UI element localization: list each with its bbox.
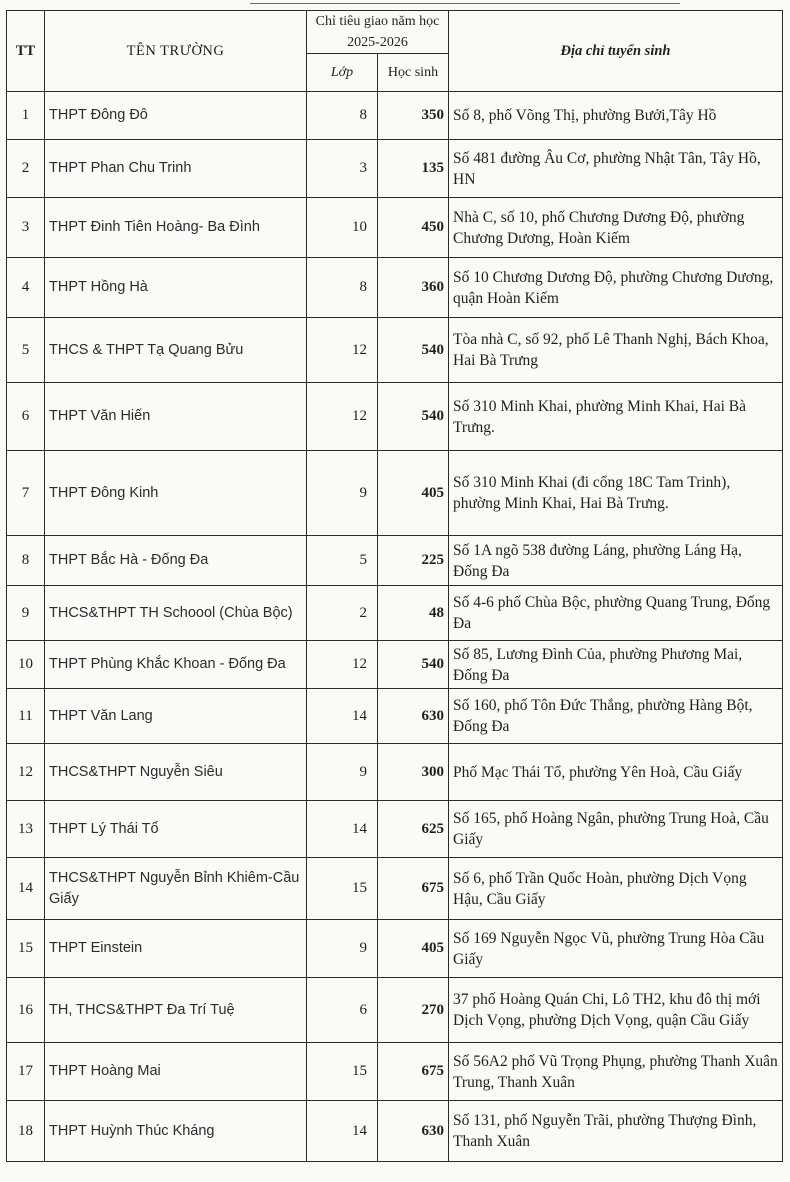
class-quota: 12 [307,318,378,383]
class-quota: 14 [307,801,378,858]
admission-address: Số 310 Minh Khai, phường Minh Khai, Hai Bà Trưng. [449,383,783,451]
row-number: 14 [7,858,45,920]
class-quota: 14 [307,689,378,744]
class-quota: 5 [307,536,378,586]
school-name: THCS&THPT Nguyễn Bỉnh Khiêm-Cầu Giấy [45,858,307,920]
school-name: THCS & THPT Tạ Quang Bửu [45,318,307,383]
row-number: 11 [7,689,45,744]
admission-address: Số 85, Lương Đình Của, phường Phương Mai, Đống Đa [449,641,783,689]
table-row [7,1101,783,1162]
header-tt: TT [7,11,45,92]
school-name: TH, THCS&THPT Đa Trí Tuệ [45,978,307,1043]
school-name: THCS&THPT TH Schoool (Chùa Bộc) [45,586,307,641]
header-school-name: TÊN TRƯỜNG [45,11,307,92]
school-name: THPT Đông Đô [45,92,307,140]
row-number: 9 [7,586,45,641]
header-classes: Lớp [307,54,378,92]
class-quota: 2 [307,586,378,641]
student-quota: 405 [378,920,449,978]
row-number: 3 [7,198,45,258]
row-number: 5 [7,318,45,383]
table-row [7,978,783,1043]
table-row [7,858,783,920]
table-row [7,1043,783,1101]
row-number: 2 [7,140,45,198]
admission-address: Số 1A ngõ 538 đường Láng, phường Láng Hạ, Đống Đa [449,536,783,586]
school-name: THPT Đông Kinh [45,451,307,536]
school-name: THPT Lý Thái Tổ [45,801,307,858]
school-name: THPT Hoàng Mai [45,1043,307,1101]
admission-address: Phố Mạc Thái Tổ, phường Yên Hoà, Cầu Giấy [449,744,783,801]
class-quota: 8 [307,258,378,318]
table-row [7,140,783,198]
row-number: 12 [7,744,45,801]
table-row [7,383,783,451]
school-name: THPT Bắc Hà - Đống Đa [45,536,307,586]
student-quota: 450 [378,198,449,258]
admission-address: Số 131, phố Nguyễn Trãi, phường Thượng Đình, Thanh Xuân [449,1101,783,1162]
admission-quota-table [6,10,783,1162]
table-row [7,744,783,801]
school-name: THPT Huỳnh Thúc Kháng [45,1101,307,1162]
table-row [7,641,783,689]
student-quota: 350 [378,92,449,140]
admission-address: Số 160, phố Tôn Đức Thắng, phường Hàng Bột, Đống Đa [449,689,783,744]
row-number: 6 [7,383,45,451]
student-quota: 300 [378,744,449,801]
row-number: 10 [7,641,45,689]
cropped-caption [0,0,790,10]
row-number: 13 [7,801,45,858]
table-row [7,198,783,258]
table-row [7,920,783,978]
class-quota: 15 [307,1043,378,1101]
row-number: 4 [7,258,45,318]
header-quota: Chỉ tiêu giao năm học 2025-2026 [307,11,449,54]
row-number: 18 [7,1101,45,1162]
table-row [7,318,783,383]
class-quota: 3 [307,140,378,198]
class-quota: 9 [307,920,378,978]
student-quota: 270 [378,978,449,1043]
student-quota: 540 [378,641,449,689]
school-name: THPT Einstein [45,920,307,978]
row-number: 17 [7,1043,45,1101]
class-quota: 15 [307,858,378,920]
class-quota: 12 [307,383,378,451]
student-quota: 225 [378,536,449,586]
admission-address: Số 8, phố Võng Thị, phường Bưởi,Tây Hồ [449,92,783,140]
table-row [7,586,783,641]
class-quota: 12 [307,641,378,689]
student-quota: 630 [378,689,449,744]
row-number: 8 [7,536,45,586]
admission-address: 37 phố Hoàng Quán Chi, Lô TH2, khu đô thị mới Dịch Vọng, phường Dịch Vọng, quận Cầu Giấy [449,978,783,1043]
student-quota: 675 [378,858,449,920]
school-name: THPT Phùng Khắc Khoan - Đống Đa [45,641,307,689]
class-quota: 6 [307,978,378,1043]
table-row [7,801,783,858]
table-row [7,258,783,318]
student-quota: 360 [378,258,449,318]
student-quota: 540 [378,383,449,451]
table-row [7,536,783,586]
school-name: THPT Hồng Hà [45,258,307,318]
class-quota: 14 [307,1101,378,1162]
student-quota: 540 [378,318,449,383]
student-quota: 630 [378,1101,449,1162]
school-name: THPT Văn Lang [45,689,307,744]
class-quota: 10 [307,198,378,258]
admission-address: Số 169 Nguyễn Ngọc Vũ, phường Trung Hòa Cầu Giấy [449,920,783,978]
student-quota: 48 [378,586,449,641]
admission-address: Tòa nhà C, số 92, phố Lê Thanh Nghị, Bách Khoa, Hai Bà Trưng [449,318,783,383]
row-number: 15 [7,920,45,978]
school-name: THCS&THPT Nguyễn Siêu [45,744,307,801]
table-row [7,451,783,536]
admission-address: Nhà C, số 10, phố Chương Dương Độ, phường Chương Dương, Hoàn Kiếm [449,198,783,258]
admission-address: Số 310 Minh Khai (đi cổng 18C Tam Trinh), phường Minh Khai, Hai Bà Trưng. [449,451,783,536]
admission-address: Số 56A2 phố Vũ Trọng Phụng, phường Thanh Xuân Trung, Thanh Xuân [449,1043,783,1101]
admission-address: Số 10 Chương Dương Độ, phường Chương Dương, quận Hoàn Kiếm [449,258,783,318]
student-quota: 405 [378,451,449,536]
admission-address: Số 481 đường Âu Cơ, phường Nhật Tân, Tây Hồ, HN [449,140,783,198]
table-row [7,92,783,140]
school-name: THPT Phan Chu Trinh [45,140,307,198]
header-address: Địa chỉ tuyển sinh [449,11,783,92]
student-quota: 675 [378,1043,449,1101]
header-students: Học sinh [378,54,449,92]
admission-address: Số 4-6 phố Chùa Bộc, phường Quang Trung, Đống Đa [449,586,783,641]
class-quota: 9 [307,744,378,801]
class-quota: 9 [307,451,378,536]
row-number: 7 [7,451,45,536]
school-name: THPT Văn Hiến [45,383,307,451]
admission-address: Số 165, phố Hoàng Ngân, phường Trung Hoà, Cầu Giấy [449,801,783,858]
admission-address: Số 6, phố Trần Quốc Hoàn, phường Dịch Vọng Hậu, Cầu Giấy [449,858,783,920]
student-quota: 625 [378,801,449,858]
row-number: 16 [7,978,45,1043]
table-row [7,689,783,744]
student-quota: 135 [378,140,449,198]
class-quota: 8 [307,92,378,140]
row-number: 1 [7,92,45,140]
school-name: THPT Đinh Tiên Hoàng- Ba Đình [45,198,307,258]
